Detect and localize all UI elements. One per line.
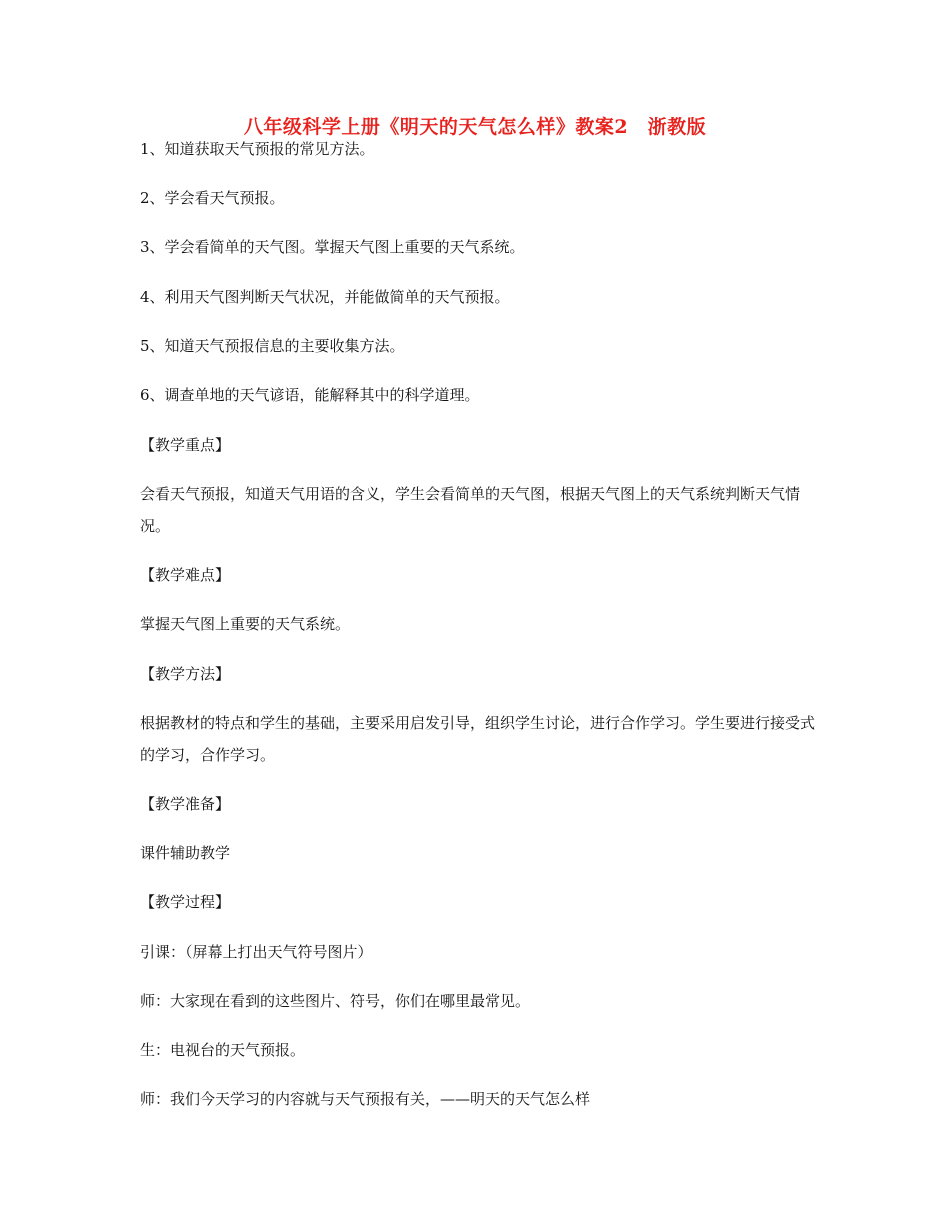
- document-title: 八年级科学上册《明天的天气怎么样》教案2 浙教版: [243, 116, 707, 138]
- method-text: 根据教材的特点和学生的基础，主要采用启发引导，组织学生讨论，进行合作学习。学生要进行接受式的学习，合作学习。: [140, 714, 816, 764]
- process-heading: 【教学过程】: [140, 893, 231, 911]
- objective-4: 4、利用天气图判断天气状况，并能做简单的天气预报。: [140, 288, 510, 306]
- process-line-1: 引课：（屏幕上打出天气符号图片）: [140, 943, 373, 961]
- process-line-3: 生：电视台的天气预报。: [140, 1041, 306, 1059]
- objective-2: 2、学会看天气预报。: [140, 189, 285, 207]
- objective-6: 6、调查单地的天气谚语，能解释其中的科学道理。: [140, 386, 480, 404]
- process-line-4: 师：我们今天学习的内容就与天气预报有关，——明天的天气怎么样: [140, 1090, 591, 1108]
- objective-5: 5、知道天气预报信息的主要收集方法。: [140, 337, 405, 355]
- preparation-text: 课件辅助教学: [140, 844, 231, 862]
- objective-1: 1、知道获取天气预报的常见方法。: [140, 140, 375, 158]
- difficulty-heading: 【教学难点】: [140, 566, 231, 584]
- key-points-heading: 【教学重点】: [140, 436, 231, 454]
- process-line-2: 师：大家现在看到的这些图片、符号，你们在哪里最常见。: [140, 992, 531, 1010]
- key-points-text: 会看天气预报，知道天气用语的含义，学生会看简单的天气图，根据天气图上的天气系统判断天气情况。: [140, 485, 801, 535]
- method-heading: 【教学方法】: [140, 665, 231, 683]
- objective-3: 3、学会看简单的天气图。掌握天气图上重要的天气系统。: [140, 238, 525, 256]
- preparation-heading: 【教学准备】: [140, 795, 231, 813]
- difficulty-text: 掌握天气图上重要的天气系统。: [140, 615, 351, 633]
